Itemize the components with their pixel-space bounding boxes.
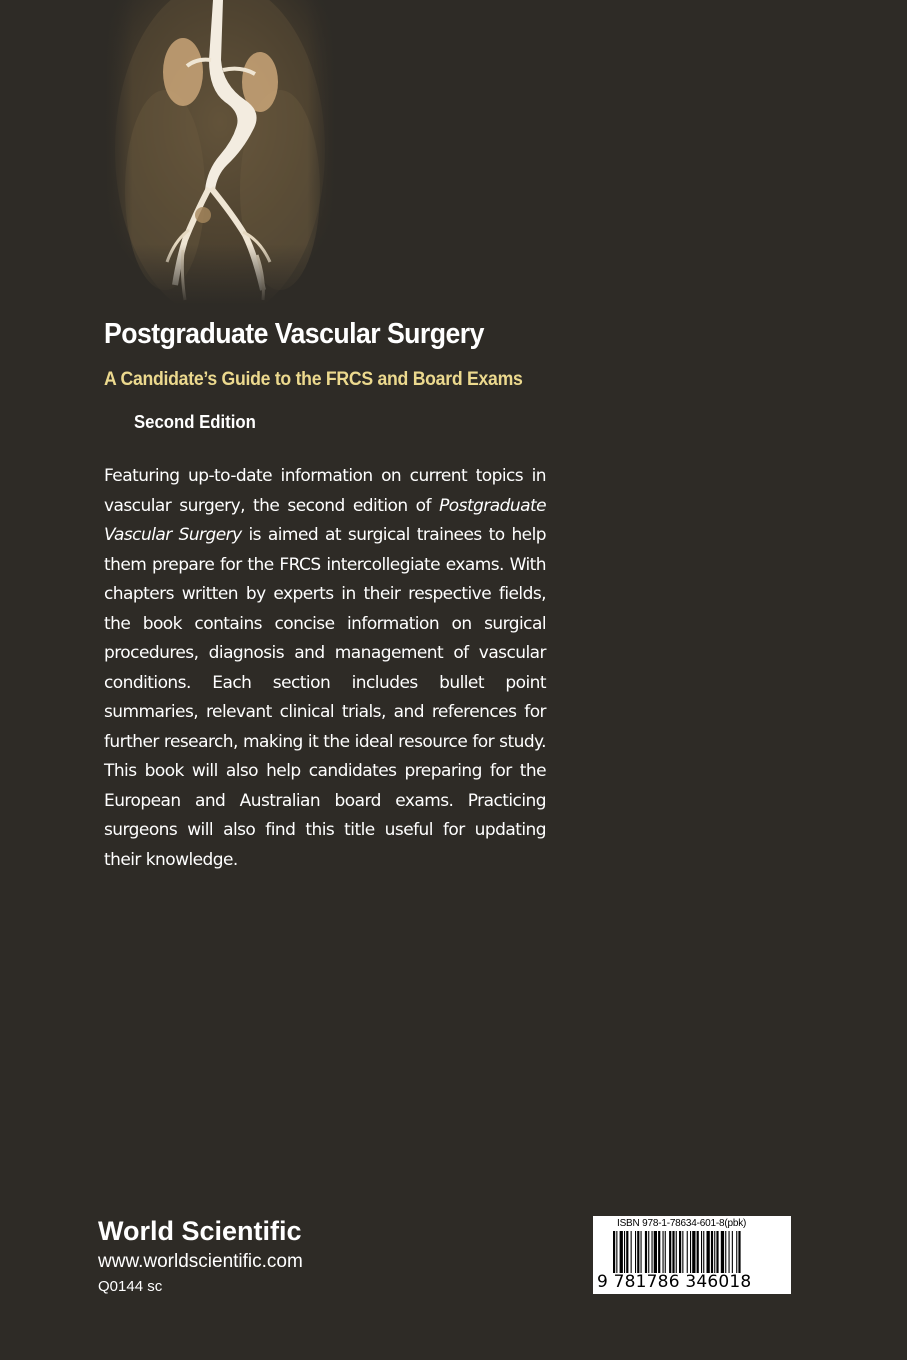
description-italic-title: Postgraduate Vascular Surgery	[104, 495, 546, 545]
book-subtitle: A Candidate’s Guide to the FRCS and Board Exams	[104, 369, 523, 390]
publisher-url: www.worldscientific.com	[98, 1251, 303, 1272]
book-description	[104, 462, 546, 875]
description-text-1: Featuring up-to-date information on current topics in vascular surgery, the second edition of	[104, 466, 546, 516]
isbn-label: ISBN 978-1-78634-601-8(pbk)	[617, 1218, 747, 1229]
barcode-digits: 9 781786 346018	[597, 1272, 752, 1292]
publisher-name: World Scientific	[98, 1216, 302, 1246]
description-text-2: is aimed at surgical trainees to help them prepare for the FRCS intercollegiate exams. With chapters written by experts in their respective fields, the book contains concise information on surgical procedures, diagnosis and management of vascular conditions. Each section includes bullet point summaries, relevant clinical trials, and references for further research, making it the ideal resource for study. This book will also help candidates preparing for the European and Australian board exams. Practicing surgeons will also find this title useful for updating their knowledge.	[104, 525, 546, 870]
book-edition: Second Edition	[134, 412, 256, 432]
angiogram-image	[105, 0, 335, 305]
book-title: Postgraduate Vascular Surgery	[104, 318, 484, 350]
isbn-barcode	[593, 1216, 791, 1294]
product-code: Q0144 sc	[98, 1278, 163, 1295]
